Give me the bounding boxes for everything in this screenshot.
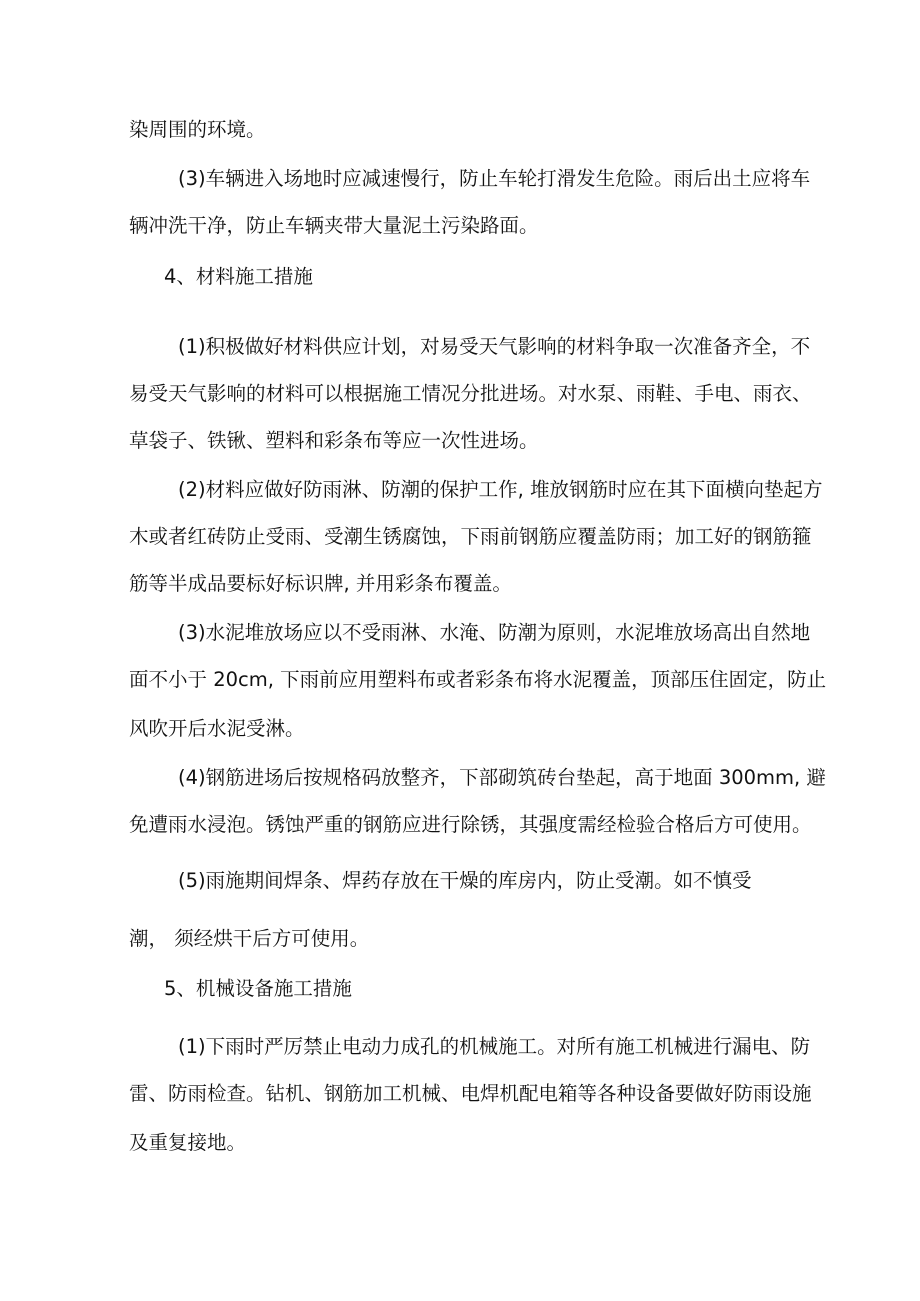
text-line-5: (1)积极做好材料供应计划，对易受天气影响的材料争取一次准备齐全，不 <box>178 335 811 358</box>
text-line-17: 潮， 须经烘干后方可使用。 <box>129 927 370 950</box>
text-line-8: (2)材料应做好防雨淋、防潮的保护工作, 堆放钢筋时应在其下面横向垫起方 <box>178 478 823 501</box>
text-line-10: 筋等半成品要标好标识牌, 并用彩条布覆盖。 <box>129 572 512 595</box>
text-line-2: (3)车辆进入场地时应减速慢行，防止车轮打滑发生危险。雨后出土应将车 <box>178 167 811 190</box>
section-heading-5: 5、机械设备施工措施 <box>164 977 352 1000</box>
text-line-21: 及重复接地。 <box>129 1131 247 1154</box>
text-line-11: (3)水泥堆放场应以不受雨淋、水淹、防潮为原则，水泥堆放场高出自然地 <box>178 621 811 644</box>
text-line-9: 木或者红砖防止受雨、受潮生锈腐蚀，下雨前钢筋应覆盖防雨；加工好的钢筋箍 <box>129 525 812 548</box>
text-line-6: 易受天气影响的材料可以根据施工情况分批进场。对水泵、雨鞋、手电、雨衣、 <box>129 382 812 405</box>
text-line-3: 辆冲洗干净，防止车辆夹带大量泥土污染路面。 <box>129 214 539 237</box>
text-line-14: (4)钢筋进场后按规格码放整齐，下部砌筑砖台垫起，高于地面 300mm, 避 <box>178 766 826 789</box>
text-line-19: (1)下雨时严厉禁止电动力成孔的机械施工。对所有施工机械进行漏电、防 <box>178 1035 811 1058</box>
text-line-12: 面不小于 20cm, 下雨前应用塑料布或者彩条布将水泥覆盖，顶部压住固定，防止 <box>129 668 827 691</box>
text-line-13: 风吹开后水泥受淋。 <box>129 717 305 740</box>
text-line-15: 免遭雨水浸泡。锈蚀严重的钢筋应进行除锈，其强度需经检验合格后方可使用。 <box>129 813 812 836</box>
text-line-7: 草袋子、铁锹、塑料和彩条布等应一次性进场。 <box>129 429 539 452</box>
text-line-1: 染周围的环境。 <box>129 118 266 141</box>
text-line-16: (5)雨施期间焊条、焊药存放在干燥的库房内，防止受潮。如不慎受 <box>178 869 752 892</box>
section-heading-4: 4、材料施工措施 <box>164 265 313 288</box>
text-line-20: 雷、防雨检查。钻机、钢筋加工机械、电焊机配电箱等各种设备要做好防雨设施 <box>129 1082 812 1105</box>
